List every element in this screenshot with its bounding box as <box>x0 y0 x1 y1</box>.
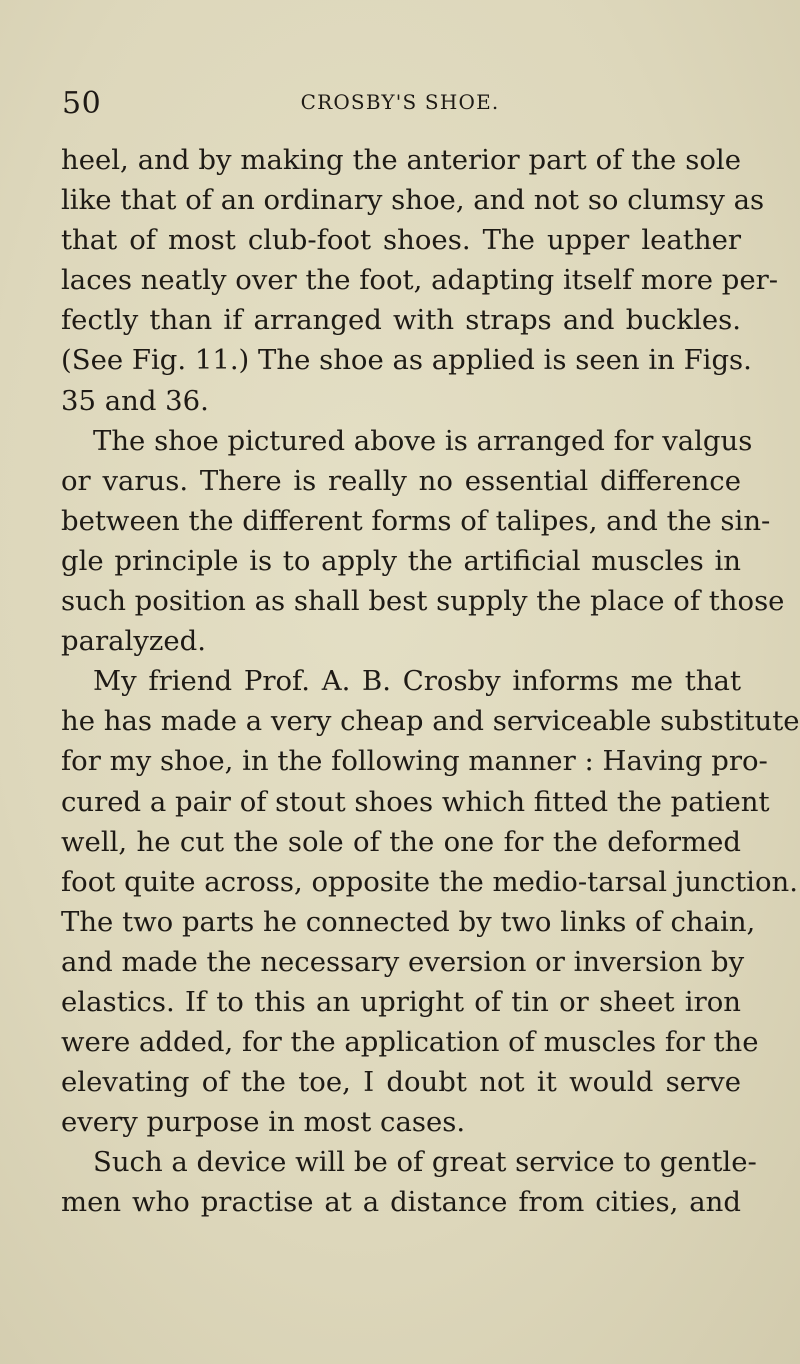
text-line: The shoe pictured above is arranged for valgus <box>93 424 753 457</box>
text-line: such position as shall best supply the place of those <box>61 585 785 618</box>
body-text <box>61 140 800 1223</box>
text-line: foot quite across, opposite the medio-tarsal junction. <box>61 865 798 898</box>
text-line: or varus. There is really no essential difference <box>61 464 741 497</box>
text-line: cured a pair of stout shoes which fitted the patient <box>61 785 770 818</box>
text-line: fectly than if arranged with straps and buckles. <box>61 304 741 337</box>
text-line: laces neatly over the foot, adapting itself more per- <box>61 264 779 297</box>
text-line: that of most club-foot shoes. The upper leather <box>61 224 741 257</box>
page-number: 50 <box>62 86 102 121</box>
text-line: for my shoe, in the following manner : Having pro- <box>61 745 768 778</box>
text-line: The two parts he connected by two links of chain, <box>61 905 756 938</box>
text-line: were added, for the application of muscles for the <box>61 1026 759 1059</box>
text-line: elastics. If to this an upright of tin or sheet iron <box>61 985 741 1018</box>
text-line: well, he cut the sole of the one for the deformed <box>61 825 741 858</box>
page-header <box>62 86 738 126</box>
text-line: heel, and by making the anterior part of the sole <box>61 144 741 176</box>
text-line: Such a device will be of great service to gentle- <box>93 1146 757 1179</box>
text-line: gle principle is to apply the artificial muscles in <box>61 544 741 577</box>
text-line: 35 and 36. <box>61 384 209 417</box>
text-line: paralyzed. <box>61 625 206 658</box>
text-line: and made the necessary eversion or inversion by <box>61 945 745 978</box>
text-line: he has made a very cheap and serviceable substitute <box>61 705 800 738</box>
text-line: between the different forms of talipes, and the sin- <box>61 504 771 537</box>
text-line: My friend Prof. A. B. Crosby informs me that <box>93 665 741 698</box>
text-line: men who practise at a distance from cities, and <box>61 1186 741 1219</box>
text-line: elevating of the toe, I doubt not it would serve <box>61 1066 741 1099</box>
running-head: CROSBY'S SHOE. <box>300 90 500 114</box>
text-line: (See Fig. 11.) The shoe as applied is seen in Figs. <box>61 344 752 377</box>
text-line: like that of an ordinary shoe, and not so clumsy as <box>61 184 765 217</box>
text-line: every purpose in most cases. <box>61 1106 466 1139</box>
